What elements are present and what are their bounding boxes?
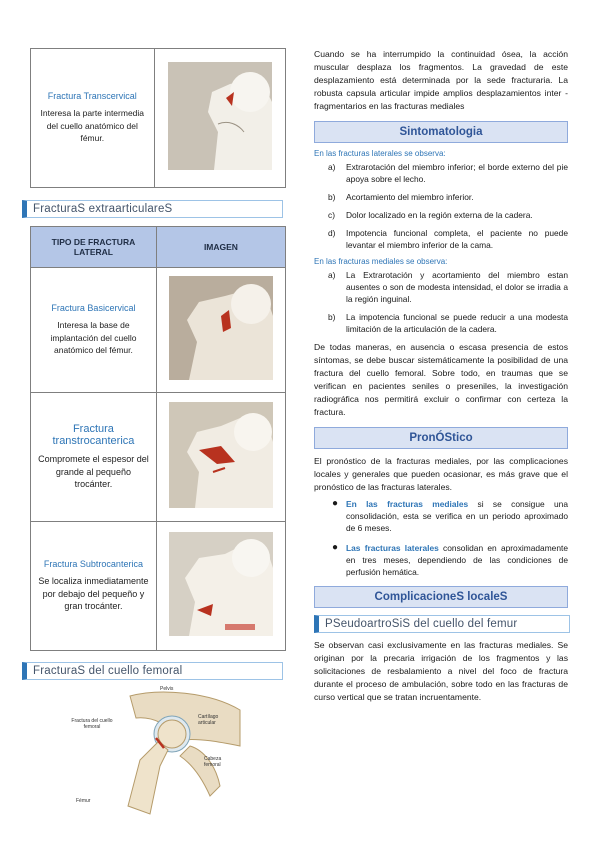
section-title-pseudoartrosis: PSeudoartroSiS del cuello del femur (314, 615, 570, 633)
bullet-icon: ● (332, 542, 339, 553)
fracture-title: Fractura Basicervical (51, 303, 136, 314)
list-item: b) La impotencia funcional se puede reducir a una modesta limitación de la articulación de la cadera. (328, 312, 568, 334)
section-title-cuello-femoral: FracturaS del cuello femoral (22, 662, 283, 680)
xray-transtrocanterica-image (169, 402, 273, 508)
fracture-description: Interesa la parte intermedia del cuello anatómico del fémur. (40, 108, 145, 144)
intro-paragraph: Cuando se ha interrumpido la continuidad ósea, la acción muscular desplaza los fragmentos. La gravedad de este desplazamiento está determinada por la sede fracturaria. La robusta capsula articular impide amplios desplazamientos inter - fragmentarios en las fracturas mediales (314, 49, 568, 111)
laterales-list (314, 161, 568, 251)
label-cabeza: Cabeza femoral (204, 756, 222, 768)
laterales-label: En las fracturas laterales se observa: (314, 149, 446, 158)
mediales-label: En las fracturas mediales se observa: (314, 257, 448, 266)
mediales-list (314, 269, 568, 335)
fracture-title: Fractura transtrocanterica (52, 423, 135, 448)
list-item: ● Las fracturas laterales consolidan en aproximadamente en tres meses, dependiendo de las condiciones de perfusión hemática. (332, 542, 568, 577)
list-item: d) Impotencia funcional completa, el paciente no puede levantar el miembro inferior de la cama. (328, 228, 568, 250)
xray-basicervical-image (169, 276, 273, 380)
list-item: ● En las fracturas mediales si se consigue una consolidación, esta se verifica en un periodo aproximado de 6 meses. (332, 498, 569, 533)
fracture-description: Interesa la base de implantación del cuello anatómico del fémur. (50, 320, 137, 356)
left-column (22, 46, 288, 816)
pronostico-bullets (314, 498, 568, 578)
pronostico-paragraph: El pronóstico de la fracturas mediales, por las complicaciones locales y generales que pueden ocasionar, es más grave que el pronóstico de las fracturas laterales. (314, 456, 568, 492)
bullet-icon: ● (332, 498, 339, 509)
xray-subtrocanterica-image (169, 532, 273, 636)
sintomatologia-heading: Sintomatologia (314, 121, 568, 143)
table-row (31, 268, 286, 393)
label-cartilago: Cartílago articular (198, 714, 219, 726)
fracture-title: Fractura Subtrocanterica (43, 559, 143, 570)
pronostico-heading: PronÓStico (314, 427, 568, 449)
fracture-title: Fractura Transcervical (47, 91, 137, 102)
section-title-extraarticulares: FracturaS extraarticulareS (22, 200, 283, 218)
fracture-description: Compromete el espesor del grande al pequeño trocánter. (38, 454, 149, 490)
right-column (314, 48, 568, 704)
label-pelvis: Pelvis (160, 686, 174, 692)
list-item: b) Acortamiento del miembro inferior. (328, 192, 474, 202)
column-header-image: IMAGEN (156, 227, 285, 268)
label-fractura: Fractura del cuello femoral (71, 718, 113, 730)
label-femur: Fémur (76, 798, 91, 804)
hip-anatomy-diagram (70, 686, 250, 816)
xray-transcervical-image (168, 62, 272, 170)
lateral-fracture-table (30, 226, 286, 651)
manera-paragraph: De todas maneras, en ausencia o escasa presencia de estos síntomas, se debe buscar sistemáticamente la posibilidad de una fractura del cuello femoral. Sobre todo, en traumas que se verifican en pacientes seniles o preseniles, la investigación radiográfica nos permitirá excluir o confirmar con certeza la fractura. (314, 342, 568, 417)
column-header-type: TIPO DE FRACTURA LATERAL (31, 227, 157, 268)
complicaciones-heading: ComplicacioneS localeS (314, 586, 568, 608)
table-header-row (31, 227, 286, 268)
table-row (31, 522, 286, 651)
table-row (31, 393, 286, 522)
list-item: c) Dolor localizado en la región externa de la cadera. (328, 210, 533, 220)
pseudo-paragraph: Se observan casi exclusivamente en las fracturas mediales. Se originan por la precaria irrigación de los fragmentos y las solicitaciones de resbalamiento a nivel del foco de fractura durante el proceso de ambulación, sobre todo en las fracturas de curso vertical que se tratan incruentamente. (314, 640, 568, 702)
list-item: a) La Extrarotación y acortamiento del miembro estan ausentes o son de modesta intensidad, el dolor se irradia a la región inguinal. (328, 270, 568, 304)
table-row (31, 49, 286, 188)
transcervical-table (30, 48, 286, 188)
fracture-description: Se localiza inmediatamente por debajo del pequeño y gran trocánter. (38, 576, 149, 612)
list-item: a) Extrarotación del miembro inferior; el borde externo del pie apoya sobre el lecho. (328, 162, 568, 184)
